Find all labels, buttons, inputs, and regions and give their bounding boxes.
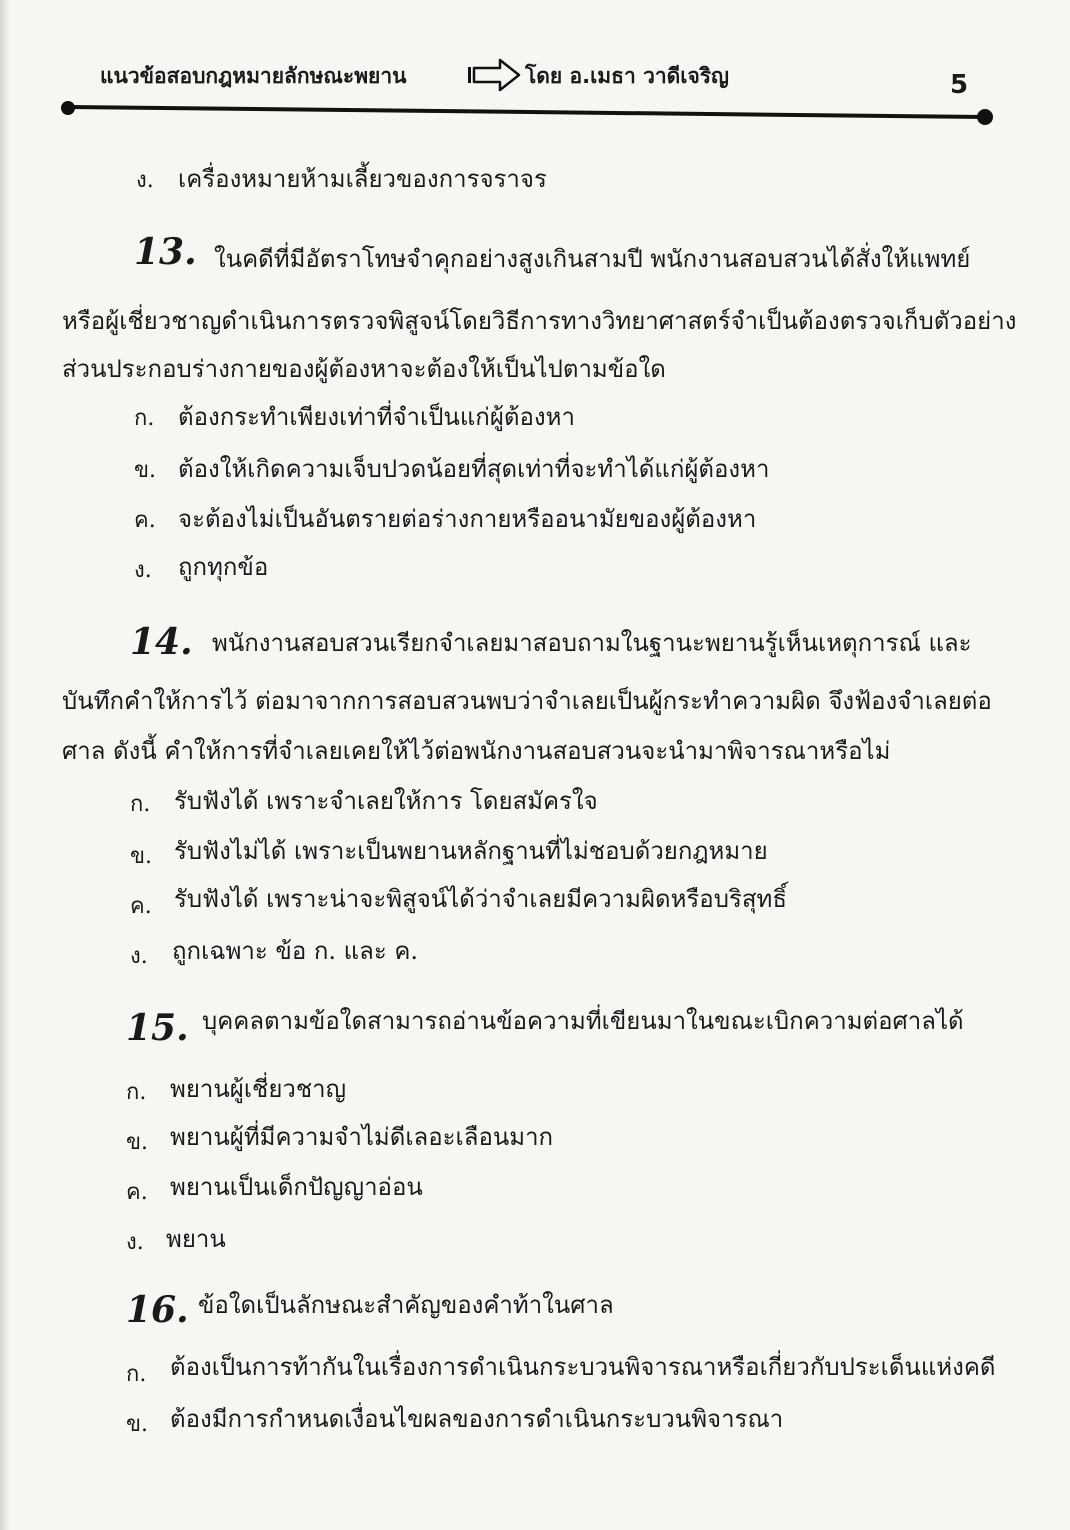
option-letter: ก. [126, 1362, 147, 1387]
option-letter: ค. [126, 1180, 148, 1205]
option-text: รับฟังได้ เพราะจำเลยให้การ โดยสมัครใจ [174, 787, 598, 815]
option-text: ต้องเป็นการท้ากันในเรื่องการดำเนินกระบวนพิจารณาหรือเกี่ยวกับประเด็นแห่งคดี [170, 1353, 996, 1381]
question-text-line: ในคดีที่มีอัตราโทษจำคุกอย่างสูงเกินสามปี พนักงานสอบสวนได้สั่งให้แพทย์ [214, 245, 971, 273]
option-letter: ก. [134, 406, 155, 431]
option-text: ต้องมีการกำหนดเงื่อนไขผลของการดำเนินกระบวนพิจารณา [170, 1405, 784, 1433]
question-number: 16. [126, 1289, 189, 1331]
question-number: 15. [126, 1007, 189, 1049]
option-letter: ก. [126, 1080, 147, 1105]
option-text: พยาน [166, 1225, 226, 1253]
option-text: พยานผู้ที่มีความจำไม่ดีเลอะเลือนมาก [170, 1123, 554, 1151]
page-header [100, 58, 970, 98]
option-letter: ง. [134, 558, 152, 583]
option-text: เครื่องหมายห้ามเลี้ยวของการจราจร [178, 165, 547, 193]
question-text-line: ส่วนประกอบร่างกายของผู้ต้องหาจะต้องให้เป็นไปตามข้อใด [62, 355, 666, 383]
author-name: โดย อ.เมธา วาดีเจริญ [525, 64, 729, 88]
option-text: ถูกเฉพาะ ข้อ ก. และ ค. [172, 937, 419, 965]
question-text-line: หรือผู้เชี่ยวชาญดำเนินการตรวจพิสูจน์โดยวิธีการทางวิทยาศาสตร์จำเป็นต้องตรวจเก็บตัวอย่าง [62, 307, 1017, 335]
option-text: จะต้องไม่เป็นอันตรายต่อร่างกายหรืออนามัยของผู้ต้องหา [178, 505, 757, 533]
option-letter: ข. [126, 1412, 149, 1437]
header-rule [60, 98, 995, 126]
question-text-line: ข้อใดเป็นลักษณะสำคัญของคำท้าในศาล [198, 1291, 614, 1319]
option-letter: ข. [130, 844, 153, 869]
option-text: รับฟังไม่ได้ เพราะเป็นพยานหลักฐานที่ไม่ชอบด้วยกฎหมาย [174, 837, 768, 865]
question-text-line: พนักงานสอบสวนเรียกจำเลยมาสอบถามในฐานะพยานรู้เห็นเหตุการณ์ และ [212, 629, 972, 657]
question-text-line: บันทึกคำให้การไว้ ต่อมาจากการสอบสวนพบว่าจำเลยเป็นผู้กระทำความผิด จึงฟ้องจำเลยต่อ [62, 687, 992, 715]
option-text: พยานผู้เชี่ยวชาญ [170, 1075, 347, 1103]
book-title: แนวข้อสอบกฎหมายลักษณะพยาน [100, 64, 407, 88]
option-letter: ข. [126, 1130, 149, 1155]
option-text: รับฟังได้ เพราะน่าจะพิสูจน์ได้ว่าจำเลยมีความผิดหรือบริสุทธิ์ [174, 885, 787, 913]
question-text-line: ศาล ดังนี้ คำให้การที่จำเลยเคยให้ไว้ต่อพนักงานสอบสวนจะนำมาพิจารณาหรือไม่ [62, 737, 891, 765]
option-letter: ค. [130, 894, 152, 919]
option-text: พยานเป็นเด็กปัญญาอ่อน [170, 1173, 423, 1201]
option-text: ถูกทุกข้อ [178, 553, 269, 581]
option-letter: ง. [130, 944, 148, 969]
option-letter: ข. [134, 458, 157, 483]
page-number: 5 [950, 70, 969, 100]
option-text: ต้องให้เกิดความเจ็บปวดน้อยที่สุดเท่าที่จะทำได้แก่ผู้ต้องหา [178, 455, 770, 483]
option-letter: ง. [126, 1230, 144, 1255]
option-letter: ค. [134, 508, 156, 533]
option-letter: ง. [136, 168, 154, 193]
question-text-line: บุคคลตามข้อใดสามารถอ่านข้อความที่เขียนมาในขณะเบิกความต่อศาลได้ [202, 1007, 964, 1035]
question-number: 14. [130, 621, 193, 663]
question-number: 13. [134, 231, 197, 273]
option-letter: ก. [130, 792, 151, 817]
page-edge-shadow [0, 0, 10, 1530]
option-text: ต้องกระทำเพียงเท่าที่จำเป็นแก่ผู้ต้องหา [178, 403, 575, 431]
arrow-icon [466, 58, 522, 92]
